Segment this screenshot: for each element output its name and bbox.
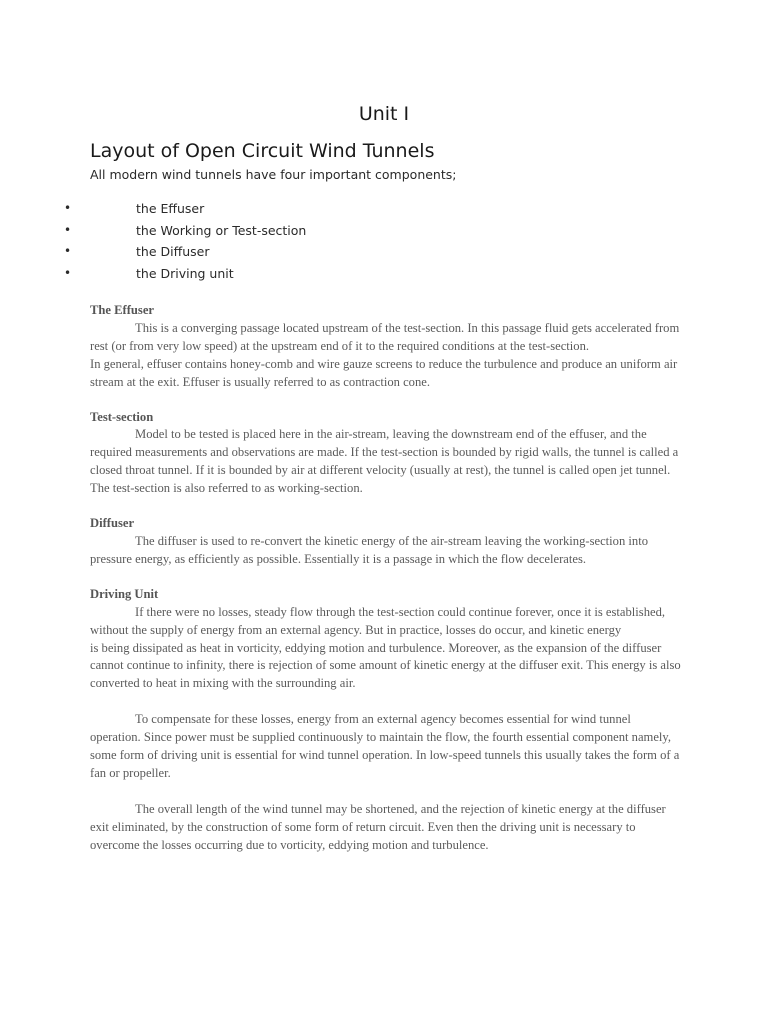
list-item: [64, 198, 664, 220]
bullet-icon: •: [64, 201, 72, 215]
document-body: [90, 302, 682, 855]
effuser-section: [90, 302, 682, 392]
paragraph: This is a converging passage located upstream of the test-section. In this passage fluid gets accelerated from rest (or from very low speed) at the upstream end of it to the required conditions at the test-section.: [90, 320, 680, 353]
diffuser-heading: Diffuser: [90, 516, 135, 531]
effuser-heading: The Effuser: [90, 303, 155, 317]
list-item-text: the Effuser: [136, 201, 205, 216]
list-item-text: the Driving unit: [136, 266, 234, 282]
list-item-text: the Working or Test-section: [136, 222, 307, 238]
paragraph: is being dissipated as heat in vorticity, eddying motion and turbulence. Moreover, as the expansion of the diffuser cannot continue to infinity, there is rejection of some amount of kinetic energy at the diffuser exit. This energy is also converted to heat in mixing with the surrounding air.: [90, 640, 681, 691]
driving-unit-section: [90, 586, 682, 855]
intro-text: All modern wind tunnels have four important components;: [90, 167, 457, 182]
paragraph: The overall length of the wind tunnel may be shortened, and the rejection of kinetic energy at the diffuser exit eliminated, by the construction of some form of return circuit. Even then the driving unit is necessary to overcome the losses occurring due to vorticity, eddying motion and turbulence.: [90, 801, 666, 852]
bullet-icon: •: [64, 244, 72, 259]
paragraph: Model to be tested is placed here in the air-stream, leaving the downstream end of the effuser, and the required measurements and observations are made. If the test-section is bounded by rigid walls, the tunnel is called a closed throat tunnel. If it is bounded by air at different velocity (usually at rest), the tunnel is called open jet tunnel. The test-section is also referred to as working-section.: [90, 427, 679, 496]
bullet-icon: •: [64, 266, 72, 281]
paragraph: The diffuser is used to re-convert the kinetic energy of the air-stream leaving the working-section into pressure energy, as efficiently as possible. Essentially it is a passage in which the flow decelerates.: [90, 533, 649, 566]
list-item-text: the Diffuser: [136, 244, 210, 260]
components-list: [64, 198, 664, 285]
list-item: [64, 263, 664, 285]
list-item: [64, 220, 664, 242]
bullet-icon: •: [64, 222, 72, 237]
list-item: [64, 241, 664, 263]
paragraph: To compensate for these losses, energy from an external agency becomes essential for wind tunnel operation. Since power must be supplied continuously to maintain the flow, the fourth essential component namely, some form of driving unit is essential for wind tunnel operation. In low-speed tunnels this usually takes the form of a fan or propeller.: [90, 712, 680, 780]
test-section-section: [90, 409, 682, 499]
diffuser-section: [90, 515, 682, 569]
unit-title: Unit I: [358, 103, 410, 125]
paragraph: If there were no losses, steady flow through the test-section could continue forever, once it is established, without the supply of energy from an external agency. But in practice, losses do occur, and kinetic energy: [90, 604, 666, 637]
paragraph: In general, effuser contains honey-comb and wire gauze screens to reduce the turbulence and produce an uniform air stream at the exit. Effuser is usually referred to as contraction cone.: [90, 356, 678, 389]
section-heading: Layout of Open Circuit Wind Tunnels: [90, 140, 435, 162]
driving-unit-heading: Driving Unit: [90, 586, 159, 601]
test-section-heading: Test-section: [90, 409, 154, 424]
